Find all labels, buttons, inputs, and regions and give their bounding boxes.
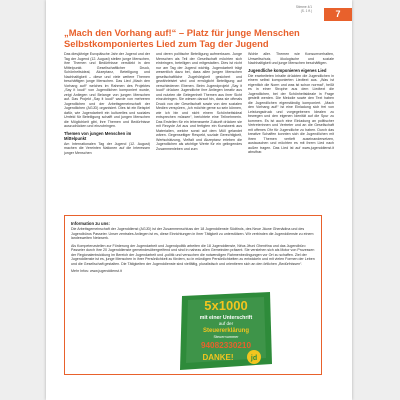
sticker-amount: 5x1000 <box>204 298 248 313</box>
info-box-paragraph-2: Als Kompetenzstellen zur Förderung der Jugendarbeit und Jugendpolitik arbeiten die 18 Jugenddienste, Nëus Jëuni Ghenëina und das Jugendbüro Passeier durch ihre 20 Jugenddienste gemeindesübergreifend und sind in nahezu allen Gemeinden präsent. Sie verstehen sich als Motor von Prozessen der Regionalentwicklung im Bereich der Jugendarbeit und -politik und versuchen die notwendigen Rahmenbedingungen vor Ort zu schaffen. Ziel der Jugenddienste ist es, junge Menschen in ihrer Persönlichkeit zu fördern, so in mündigen Persönlichkeiten zu entwickeln und mit vielen Formen der Leben und die Gesellschaft gestalten. Die Tätigkeiten der Jugenddienste sind vielfältig, pluralistisch und orientieren sich an den örtlichen „Bedürfnissen“. <box>71 243 315 266</box>
column-1-paragraph-1: Das diesjährige Europäische Jahr der Jugend und der Tag der Jugend (12. August) stellen junge Menschen, ihre Themen und Bedürfnisse verstärkt in den Mittelpunkt. Gesellschaftlicher Druck, Schönheitsideal, Akzeptanz, Beteiligung und Nachhaltigkeit – diese und viele weitere Themen beschäftigen junge Menschen. Das Lied „Mach den Vorhang auf!“ welches im Rahmen des Projektes „Say it loud!“ von Jugendlichen komponiert wurde, zeigt Anliegen und Belange von jungen Menschen auf. Das Projekt „Say it loud!“ wurde von mehreren Jugendlichen und der Arbeitsgemeinschaft der Jugendlichen (AGJD) organisiert. Dies ist ein Beispiel dafür, wie Jugendarbeit ein kulturelles und soziales Umfeld für Beteiligung schafft und jungen Menschen die Möglichkeit gibt, ihre Themen und Bedürfnisse auszudrücken und einzubringen. <box>64 52 150 128</box>
info-box-more-info-link[interactable]: Mehr Infos: www.jugenddienst.it <box>71 269 122 273</box>
column-3-paragraph-2: Die erarbeiteten Inhalte drückten die Jugendlichen in einem selbst komponierten Liedtext aus. „Was ist eigentlich die Norm und was ist schon normal“, heißt es in einer Strophe aus dem Liedtext die Jugendlichen, bei der Schönheitsideale in Frage gestellt werden. Die Melodie sowie den Text haben die Jugendlichen eigenständig komponiert. „Mach den Vorhang auf!“ ist eine Einladung sich frei von Leistungsdruck und vorgegebenen Idealen zu bewegen und den eigenen Idenität auf die Spur zu kommen. Es ist auch eine Einladung an politischer Vertreterinnen und Vertreter und an die Gesellschaft mit offenes Ohr für Jugendliche zu haben. Durch das kreative Schaffen konnten sich die Jugendlichen mit ihren Themen vertieft auseinandersetzen, austauschen und möchten es mit ihrem Lied nach außen tragen. Das Lied ist auf www.jugenddienst.it abrufbar. <box>248 73 334 154</box>
header-meta-line-1: Stimme 4/1 <box>295 5 312 9</box>
info-box-paragraph-1: Die Arbeitsgemeinschaft der Jugenddienst (AGJD) ist der Zusammenschluss der 18 Jugenddienste Südtirols, des Neue Jäune Ghenädina und des Jugendbüros Passeier. Unser zentrales Anliegen ist es, diese Einrichtungen in ihrer Tätigkeit zu unterstützen. Wir verbinden die Jugenddienste zu einem landesweiten Netzwerk. <box>71 227 314 240</box>
sticker-tax-number: 94082330210 <box>200 341 252 350</box>
column-3-subheading: Jugendliche komponieren eigenes Lied <box>248 67 327 73</box>
article-body <box>64 52 334 202</box>
article-title: „Mach den Vorhang auf!“ – Platz für junge Menschen Selbstkomponiertes Lied zum Tag der Jugend <box>64 27 300 49</box>
sticker-line-2: auf der <box>218 321 234 326</box>
info-box-heading: Information zu uns: <box>71 221 110 226</box>
sticker-thanks: DANKE! <box>202 353 234 362</box>
magazine-page <box>46 0 352 400</box>
page-number-badge: 7 <box>324 8 352 21</box>
header-meta-line-2: (S. 1 ff.) <box>300 8 312 13</box>
column-3-paragraph-1: Wohle aller. Themen wie Konsumverhalten, Umweltschutz, ökologische und soziale Nachhaltigkeit und junge Menschen beschäftigen. <box>248 52 334 65</box>
sticker-line-3: Steuererklärung <box>202 328 250 334</box>
sticker-graphic <box>178 290 274 372</box>
tax-donation-sticker <box>178 290 274 372</box>
article-column-2 <box>156 52 242 202</box>
column-1-paragraph-2: Am Internationalen Tag der Jugend (12. August) machen die Vereinten Nationen auf die Interessen junger Menschen <box>64 141 150 155</box>
sticker-line-1: mit einer Unterschrift <box>199 315 253 321</box>
article-column-3 <box>248 52 334 202</box>
sticker-logo: jd <box>250 355 258 362</box>
sticker-line-4: Steuernummer <box>213 335 239 339</box>
article-column-1 <box>64 52 150 202</box>
page-header <box>46 0 352 20</box>
header-meta <box>276 6 312 14</box>
column-2-paragraph-1: und deren politische Beteiligung aufmerksam. Junge Menschen als Teil der Gesellschaft möchten sich einbringen, beteiligen und mitgestalten. Dies ist nicht nur am Tag der Jugend wichtig. Jugendarbeit trägt wesentlich dazu bei, dass allen jungen Menschen gesellschaftliche Zugehörigkeit gesichert und gewährleistet wird und ermöglicht Beteiligung auf verschiedenen Ebenen. Beim Jugendprojekt „Say it loud!“ drücken Jugendliche ihre Anliegen kreativ aus und nutzten die Gelegenheit Themen aus ihrer Sicht einzubringen. Sie wiesen darauf hin, dass sie oftmals Druck von der Gesellschaft sowie von den sozialen Medien verspüren, „Ich möchte gerne so sein können, wie ich bin und nicht einem Schönheitsideal entsprechen müssen“, berichtete eine Teilnehmerin. Das Erstellen für ein lebenswerte Zukunft drücken sie mit Recycle Art aus und fertigten ein Kunstwerk aus Materialien, welche sonst auf dem Müll gelandet wären. Gegenseitiger Respekt, soziale Gerechtigkeit, Wertschätzung, Vielfalt und Akzeptanz erleben die Jugendlichen als wichtige Werte für ein gelingendes Zusammenleben und zum <box>156 52 242 151</box>
column-1-subheading: Themen von jungen Menschen im Mittelpunkt <box>64 130 132 141</box>
